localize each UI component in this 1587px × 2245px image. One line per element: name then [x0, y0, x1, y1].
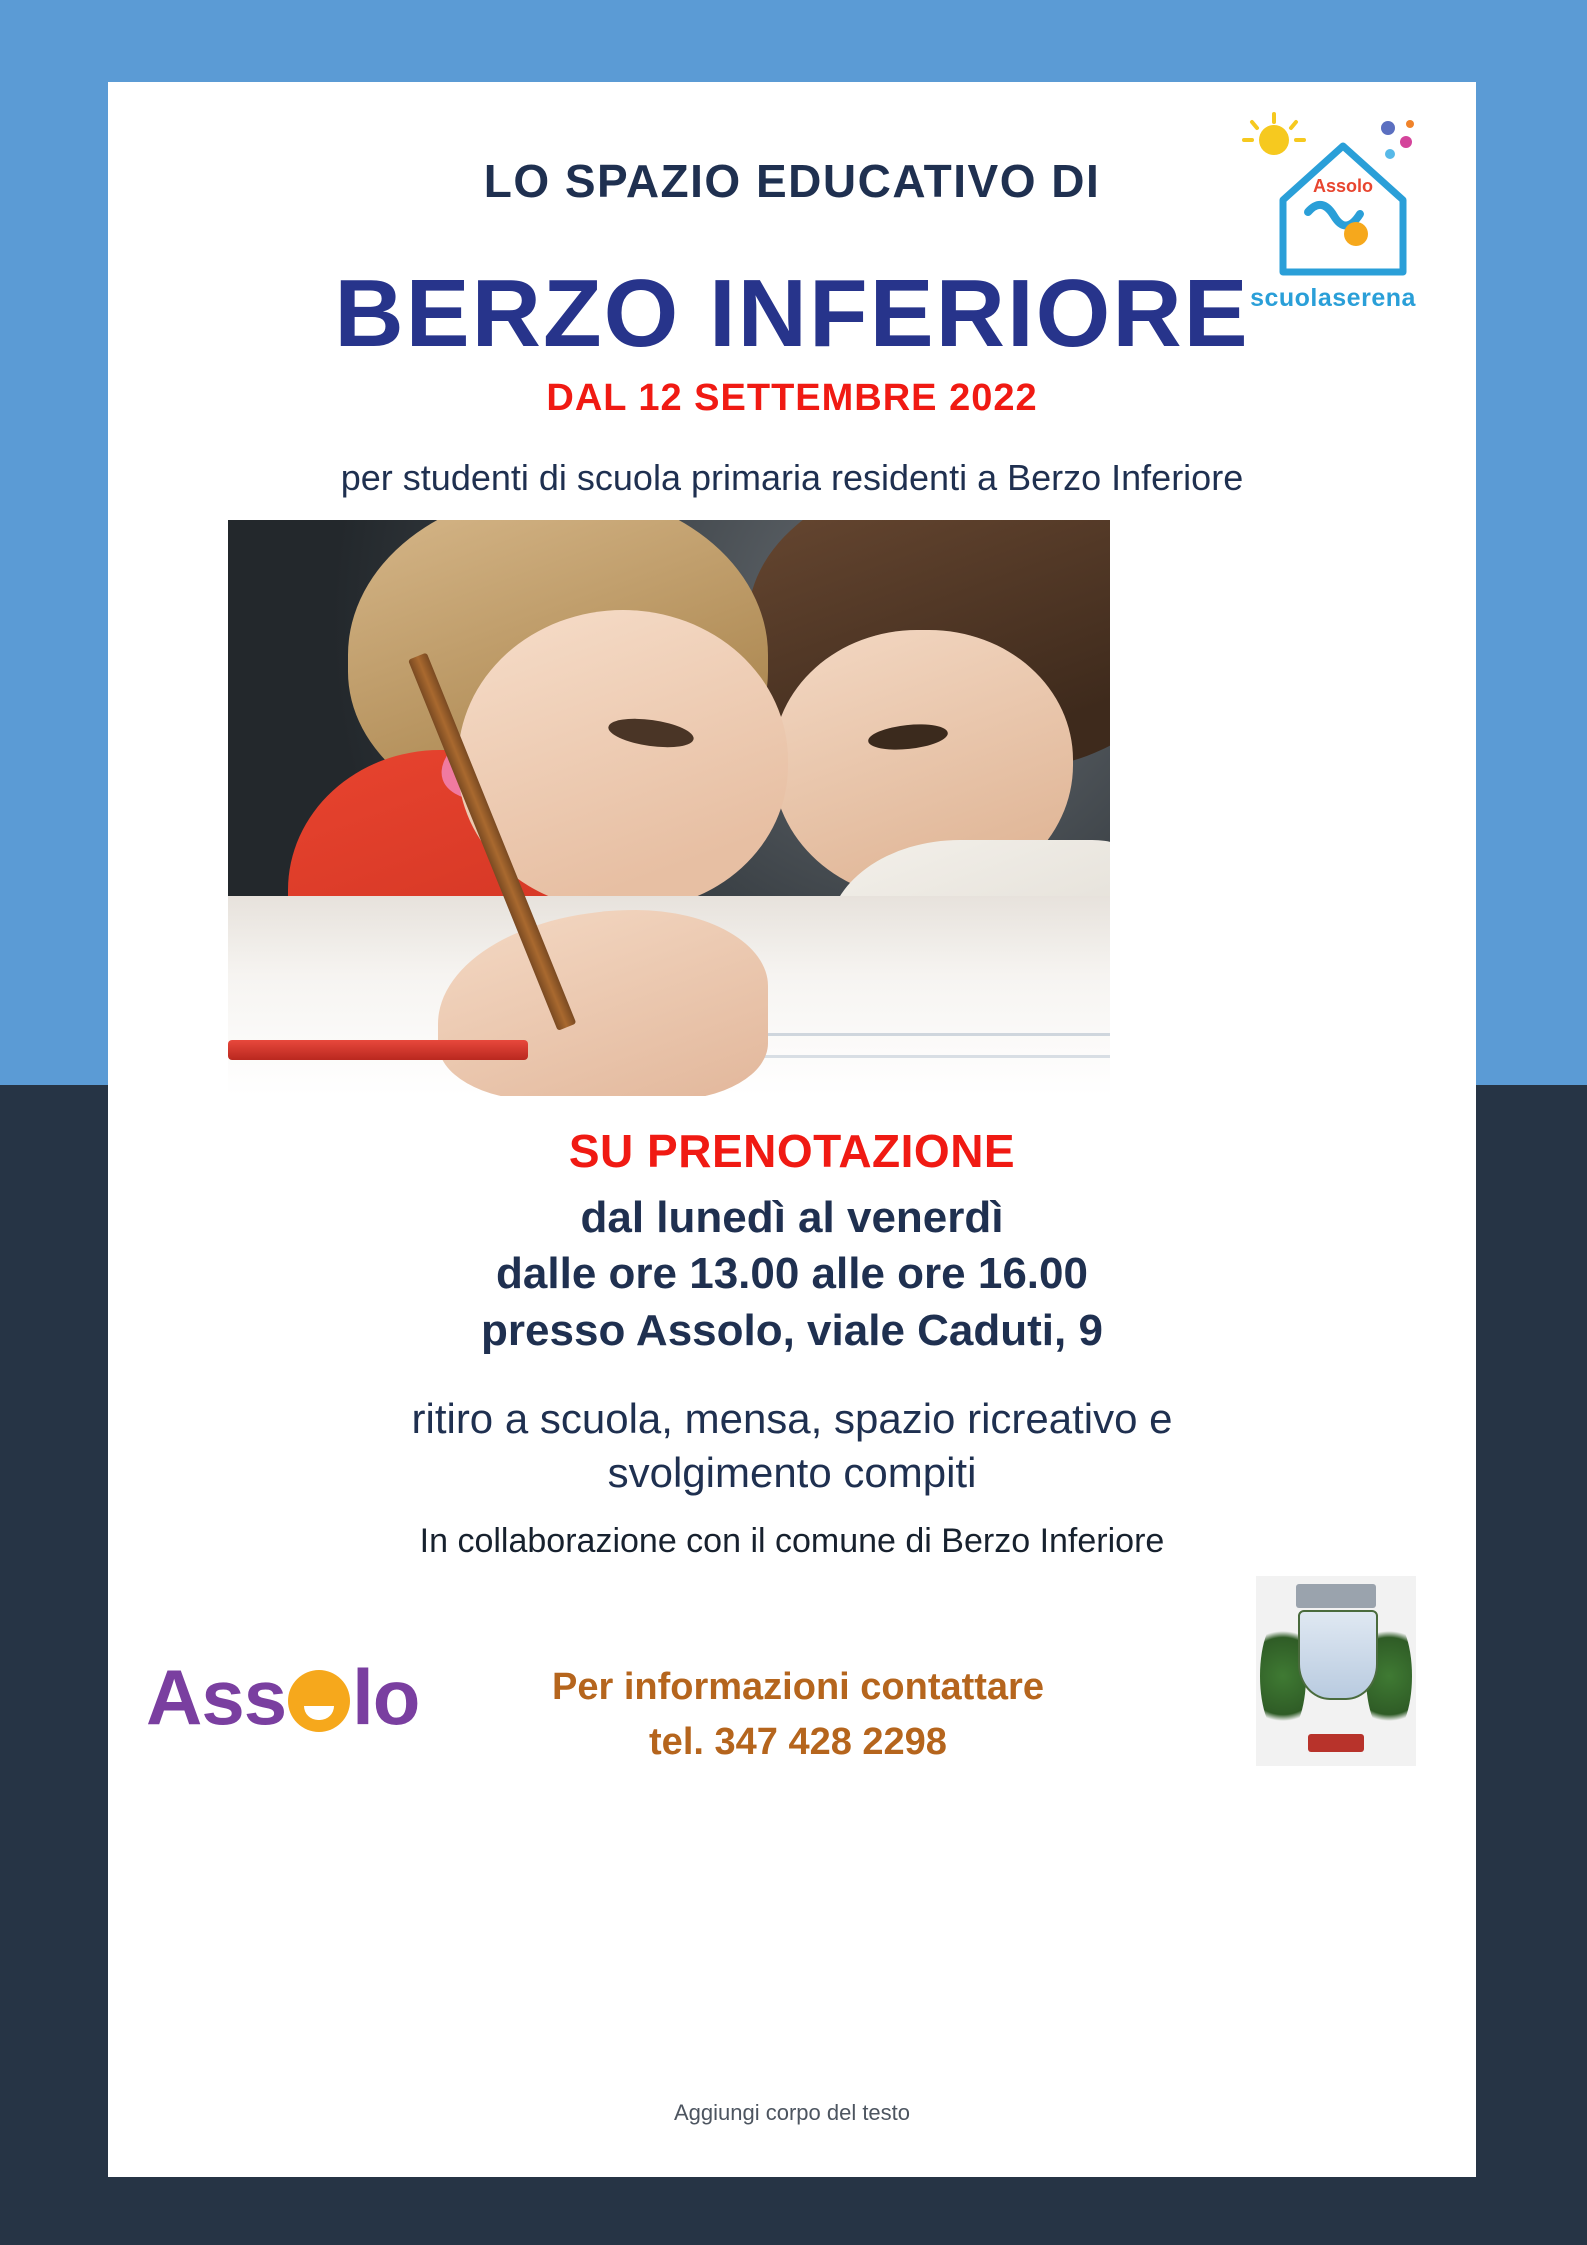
collaboration-note: In collaborazione con il comune di Berzo Inferiore	[419, 1522, 1165, 1560]
footer-placeholder-text: Aggiungi corpo del testo	[673, 2100, 911, 2125]
photo-notebook-line	[748, 1055, 1110, 1058]
scuolaserena-wordmark: scuolaserena	[1250, 284, 1416, 312]
poster-subtitle: per studenti di scuola primaria residenti a Berzo Inferiore	[340, 457, 1244, 498]
comune-crest-logo	[1256, 1576, 1416, 1766]
poster-sheet	[108, 82, 1476, 2177]
hours-location: presso Assolo, viale Caduti, 9	[481, 1305, 1103, 1355]
contact-label: Per informazioni contattare	[552, 1666, 1044, 1708]
hours-days: dal lunedì al venerdì	[580, 1193, 1004, 1242]
hours-time: dalle ore 13.00 alle ore 16.00	[496, 1249, 1088, 1299]
assolo-logo	[146, 1652, 466, 1742]
services-description	[108, 1392, 1476, 1500]
crest-ribbon-icon	[1308, 1734, 1364, 1752]
photo-notebook-line	[708, 1033, 1110, 1036]
two-children-writing-photo	[228, 520, 1110, 1096]
contact-phone: tel. 347 428 2298	[649, 1721, 947, 1764]
house-logo-icon	[1238, 112, 1428, 284]
contact-info	[448, 1660, 1148, 1770]
services-line-2: svolgimento compiti	[607, 1448, 977, 1496]
assolo-logo-part1: Ass	[146, 1653, 287, 1741]
photo-red-pencil	[228, 1040, 528, 1060]
assolo-smile-icon	[288, 1670, 350, 1732]
poster-title-town: BERZO INFERIORE	[334, 260, 1250, 367]
assolo-logo-part2: lo	[352, 1653, 420, 1741]
svg-text:Assolo: Assolo	[1312, 176, 1374, 196]
opening-hours	[108, 1190, 1476, 1359]
services-line-1: ritiro a scuola, mensa, spazio ricreativo e	[411, 1395, 1173, 1442]
poster-kicker: LO SPAZIO EDUCATIVO DI	[483, 155, 1101, 207]
crest-crown-icon	[1296, 1584, 1376, 1608]
booking-heading: SU PRENOTAZIONE	[568, 1125, 1016, 1177]
poster-start-date: DAL 12 SETTEMBRE 2022	[546, 377, 1038, 419]
crest-shield-icon	[1298, 1610, 1378, 1700]
